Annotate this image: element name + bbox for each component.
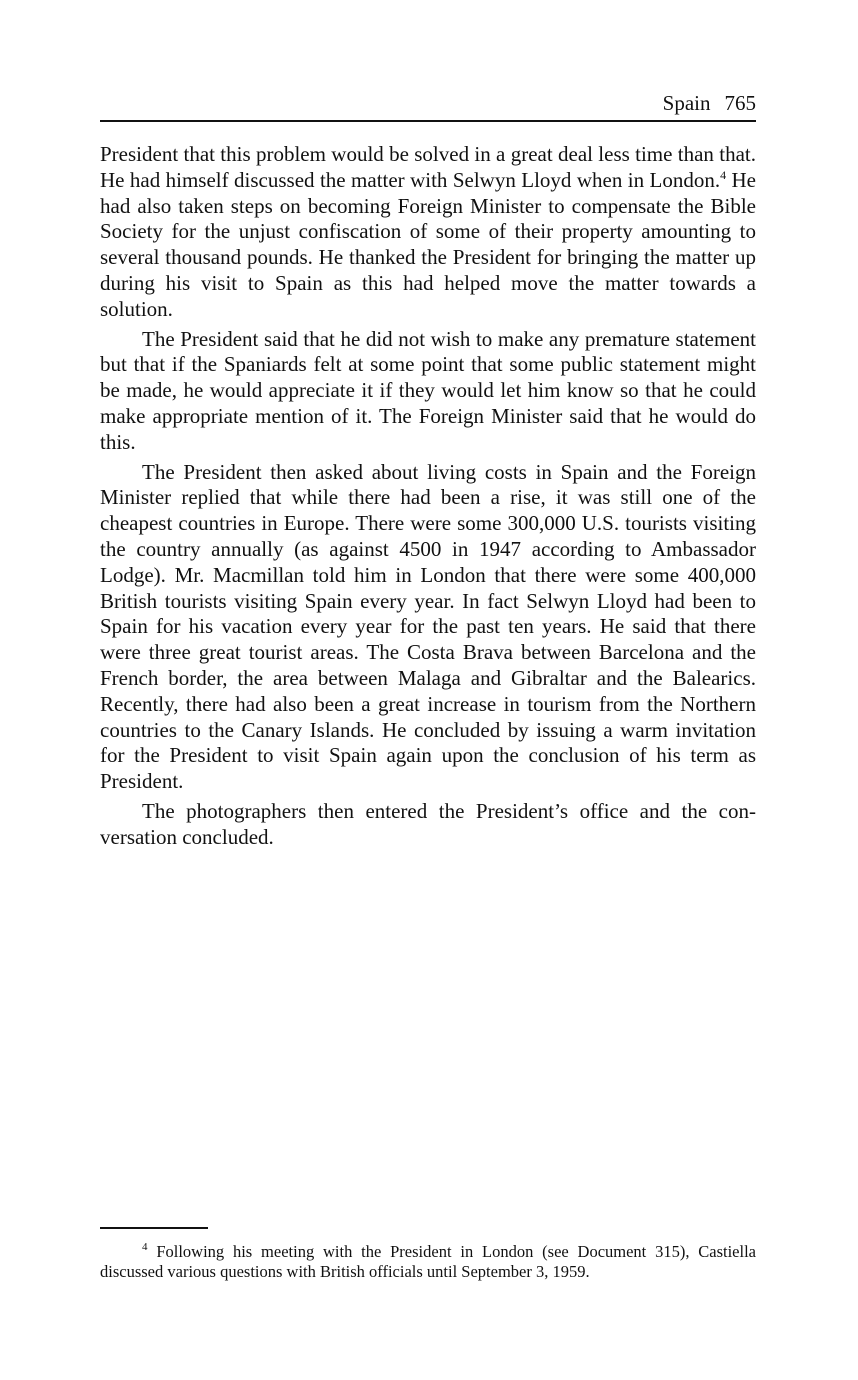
footnote-rule: [100, 1227, 208, 1229]
footnote-text: Following his meeting with the President in London (see Document 315), Castiella discussed various questions with British officials until September 3, 1959.: [100, 1242, 756, 1281]
paragraph-3: The President then asked about living costs in Spain and the Foreign Minister replied that while there had been a rise, it was still one of the cheapest countries in Europe. There were some 300,000 U.S. tourists visiting the country annually (as against 4500 in 1947 according to Ambassador Lodge). Mr. Macmillan told him in London that there were some 400,000 British tourists visiting Spain every year. In fact Selwyn Lloyd had been to Spain for his vacation every year for the past ten years. He said that there were three great tourist areas. The Costa Brava between Barcelona and the French border, the area between Malaga and Gibraltar and the Balearics. Recently, there had also been a great increase in tourism from the Northern countries to the Canary Islands. He concluded by issuing a warm invitation for the President to visit Spain again upon the conclusion of his term as President.: [100, 459, 756, 794]
paragraph-1-part-a: President that this problem would be solved in a great deal less time than that. He had himself discussed the matter with Selwyn Lloyd when in London.: [100, 142, 756, 192]
paragraph-1-part-b: He had also taken steps on becoming Foreign Minister to compensate the Bible Society for the unjust confiscation of some of their property amounting to several thousand pounds. He thanked the President for bringing the matter up during his visit to Spain as this had helped move the matter towards a solution.: [100, 167, 756, 321]
page-number: 765: [724, 91, 756, 115]
running-head: [100, 90, 756, 122]
footnote-paragraph: [100, 1242, 756, 1282]
running-head-title: Spain: [662, 91, 711, 115]
footnote: [100, 1242, 756, 1282]
footnote-reference[interactable]: 4: [720, 167, 727, 182]
paragraph-1: [100, 142, 756, 323]
body-text: [100, 142, 756, 855]
paragraph-4: The photographers then entered the President’s office and the conversation concluded.: [100, 798, 756, 849]
footnote-mark: 4: [142, 1241, 148, 1253]
paragraph-2: The President said that he did not wish to make any premature statement but that if the Spaniards felt at some point that some public statement might be made, he would appreciate it if they would let him know so that he could make appropriate mention of it. The Foreign Minister said that he would do this.: [100, 326, 756, 454]
